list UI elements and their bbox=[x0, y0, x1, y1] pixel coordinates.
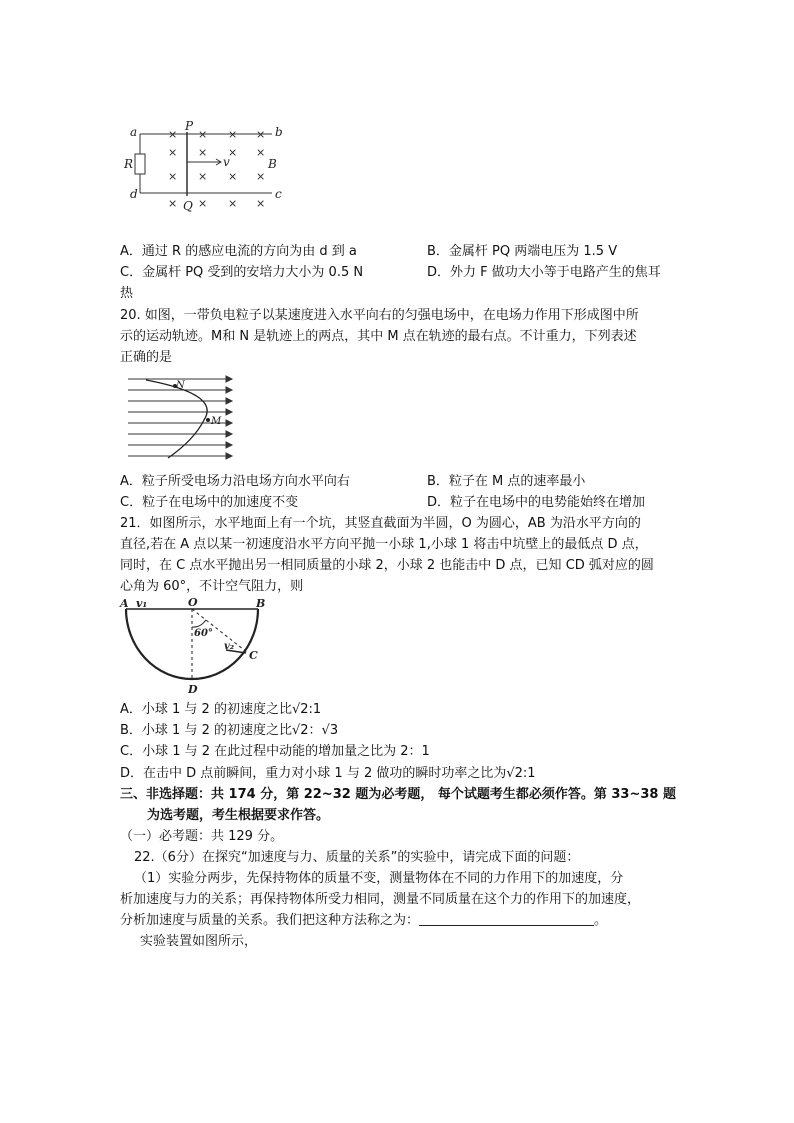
q22-stem: 22.（6分）在探究“加速度与力、质量的关系”的实验中，请完成下面的问题： bbox=[134, 850, 580, 865]
field-cross: × bbox=[198, 146, 208, 159]
label-n: N bbox=[176, 380, 185, 391]
q20-option-b: B．粒子在 M 点的速率最小 bbox=[427, 474, 586, 489]
label-angle: 60° bbox=[194, 628, 213, 639]
field-cross: × bbox=[168, 197, 178, 210]
q21-figure bbox=[118, 597, 278, 697]
q21-stem-line1: 21．如图所示，水平地面上有一个坑，其竖直截面为半圆，O 为圆心，AB 为沿水平方向的 bbox=[120, 516, 641, 531]
field-cross: × bbox=[256, 146, 266, 159]
q21-stem-line2: 直径,若在 A 点以某一初速度沿水平方向平抛一小球 1,小球 1 将击中坑壁上的最低点 D 点， bbox=[120, 537, 648, 552]
field-cross: × bbox=[198, 128, 208, 141]
q20-stem-line1: 20. 如图，一带负电粒子以某速度进入水平向右的匀强电场中，在电场力作用下形成图中所 bbox=[120, 308, 639, 323]
label-a: a bbox=[130, 125, 138, 139]
q22-part1-end: 。 bbox=[594, 913, 608, 928]
q19-option-b: B．金属杆 PQ 两端电压为 1.5 V bbox=[427, 244, 618, 259]
section3-heading: 三、非选择题：共 174 分，第 22~32 题为必考题， 每个试题考生都必须作答。第 33~38 题 bbox=[120, 787, 676, 802]
trajectory-curve bbox=[146, 380, 207, 458]
q20-option-d: D．粒子在电场中的电势能始终在增加 bbox=[427, 495, 646, 510]
q21-stem-line4: 心角为 60°，不计空气阻力，则 bbox=[120, 579, 304, 594]
q20-option-c: C．粒子在电场中的加速度不变 bbox=[120, 495, 299, 510]
field-cross: × bbox=[168, 128, 178, 141]
field-cross: × bbox=[168, 170, 178, 183]
q22-part1-line3 bbox=[120, 911, 607, 931]
q21-option-d: D．在击中 D 点前瞬间，重力对小球 1 与 2 做功的瞬时功率之比为√2:1 bbox=[120, 766, 536, 781]
label-b-field: B bbox=[268, 157, 277, 171]
q21-option-a: A．小球 1 与 2 的初速度之比√2:1 bbox=[120, 702, 322, 717]
label-d: d bbox=[130, 187, 138, 201]
q20-figure bbox=[126, 374, 246, 462]
label-b: B bbox=[256, 597, 266, 610]
point-m bbox=[206, 418, 210, 422]
section3-heading-cont: 为选考题，考生根据要求作答。 bbox=[147, 808, 330, 823]
field-cross: × bbox=[256, 197, 266, 210]
label-c: C bbox=[249, 649, 258, 662]
q20-stem-line3: 正确的是 bbox=[120, 350, 173, 365]
field-cross: × bbox=[168, 146, 178, 159]
field-cross: × bbox=[256, 128, 266, 141]
q21-option-b: B．小球 1 与 2 的初速度之比√2：√3 bbox=[120, 723, 339, 738]
q20-stem-line2: 示的运动轨迹。M和 N 是轨迹上的两点，其中 M 点在轨迹的最右点。不计重力，下列表述 bbox=[120, 329, 637, 344]
q21-stem-line3: 同时，在 C 点水平抛出另一相同质量的小球 2，小球 2 也能击中 D 点，已知 CD 弧对应的圆 bbox=[120, 558, 654, 573]
q19-option-c: C．金属杆 PQ 受到的安培力大小为 0.5 N bbox=[120, 265, 364, 280]
q21-option-c: C．小球 1 与 2 在此过程中动能的增加量之比为 2：1 bbox=[120, 744, 430, 759]
required-section-title: （一）必考题：共 129 分。 bbox=[120, 829, 284, 844]
label-v2: v₂ bbox=[224, 641, 235, 652]
q22-part1-line1: （1）实验分两步，先保持物体的质量不变，测量物体在不同的力作用下的加速度，分 bbox=[134, 871, 624, 886]
q19-option-d-cont: 热 bbox=[120, 286, 134, 301]
field-cross: × bbox=[198, 170, 208, 183]
q22-apparatus-line: 实验装置如图所示， bbox=[140, 934, 258, 949]
field-cross: × bbox=[228, 170, 238, 183]
label-o: O bbox=[188, 597, 198, 609]
label-c: c bbox=[275, 187, 282, 201]
label-a: A bbox=[120, 597, 129, 610]
field-cross: × bbox=[256, 170, 266, 183]
q22-part1-line2: 析加速度与力的关系；再保持物体所受力相同，测量不同质量在这个力的作用下的加速度， bbox=[120, 892, 641, 907]
field-cross: × bbox=[228, 197, 238, 210]
q19-figure bbox=[120, 118, 290, 213]
label-d: D bbox=[188, 683, 198, 696]
field-cross: × bbox=[228, 128, 238, 141]
q19-option-a: A．通过 R 的感应电流的方向为由 d 到 a bbox=[120, 244, 357, 259]
q20-option-a: A．粒子所受电场力沿电场方向水平向右 bbox=[120, 474, 350, 489]
label-v1: v₁ bbox=[136, 597, 148, 610]
q22-part1-text: 分析加速度与质量的关系。我们把这种方法称之为： bbox=[120, 913, 420, 928]
field-cross: × bbox=[228, 146, 238, 159]
label-r: R bbox=[124, 157, 134, 171]
label-p: P bbox=[185, 119, 194, 133]
field-cross: × bbox=[198, 197, 208, 210]
label-v: v bbox=[223, 155, 230, 169]
label-b: b bbox=[275, 125, 283, 139]
answer-blank[interactable] bbox=[419, 911, 594, 926]
label-q: Q bbox=[183, 199, 193, 213]
label-m: M bbox=[211, 416, 222, 427]
q19-option-d: D．外力 F 做功大小等于电路产生的焦耳 bbox=[427, 265, 661, 280]
